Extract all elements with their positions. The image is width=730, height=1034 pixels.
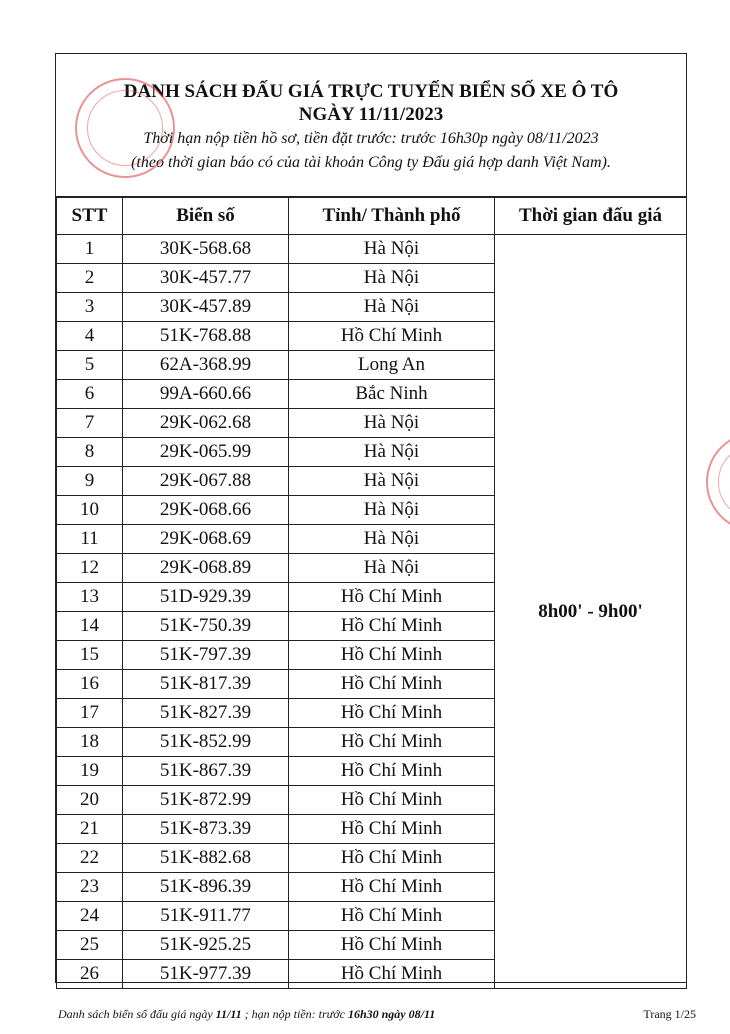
deadline-note: Thời hạn nộp tiền hồ sơ, tiền đặt trước: trước 16h30p ngày 08/11/2023 bbox=[143, 130, 599, 147]
province-cell: Hồ Chí Minh bbox=[289, 322, 495, 351]
company-seal-stamp bbox=[75, 78, 175, 178]
stt-cell: 20 bbox=[57, 786, 123, 815]
footer-note bbox=[58, 1007, 435, 1022]
stt-cell: 11 bbox=[57, 525, 123, 554]
province-cell: Hồ Chí Minh bbox=[289, 873, 495, 902]
province-cell: Hà Nội bbox=[289, 293, 495, 322]
plate-cell: 30K-457.77 bbox=[123, 264, 289, 293]
footer-mid: ; hạn nộp tiền: trước bbox=[241, 1007, 348, 1021]
province-cell: Hồ Chí Minh bbox=[289, 699, 495, 728]
plate-cell: 51K-911.77 bbox=[123, 902, 289, 931]
stt-cell: 22 bbox=[57, 844, 123, 873]
table-row bbox=[57, 235, 687, 264]
stt-cell: 18 bbox=[57, 728, 123, 757]
plate-cell: 51D-929.39 bbox=[123, 583, 289, 612]
stt-cell: 13 bbox=[57, 583, 123, 612]
stt-cell: 16 bbox=[57, 670, 123, 699]
province-cell: Hồ Chí Minh bbox=[289, 612, 495, 641]
plate-cell: 62A-368.99 bbox=[123, 351, 289, 380]
footer-prefix: Danh sách biển số đấu giá ngày bbox=[58, 1007, 216, 1021]
plate-cell: 51K-768.88 bbox=[123, 322, 289, 351]
footer-deadline: 16h30 ngày 08/11 bbox=[347, 1007, 436, 1021]
province-cell: Hồ Chí Minh bbox=[289, 728, 495, 757]
stt-cell: 12 bbox=[57, 554, 123, 583]
stt-cell: 7 bbox=[57, 409, 123, 438]
province-cell: Hồ Chí Minh bbox=[289, 815, 495, 844]
stt-cell: 19 bbox=[57, 757, 123, 786]
stt-cell: 9 bbox=[57, 467, 123, 496]
plate-cell: 29K-067.88 bbox=[123, 467, 289, 496]
province-cell: Hà Nội bbox=[289, 438, 495, 467]
plate-cell: 51K-750.39 bbox=[123, 612, 289, 641]
plate-cell: 29K-068.69 bbox=[123, 525, 289, 554]
stt-cell: 17 bbox=[57, 699, 123, 728]
province-cell: Hồ Chí Minh bbox=[289, 757, 495, 786]
plate-cell: 51K-852.99 bbox=[123, 728, 289, 757]
plate-cell: 30K-568.68 bbox=[123, 235, 289, 264]
stt-cell: 25 bbox=[57, 931, 123, 960]
plate-cell: 29K-062.68 bbox=[123, 409, 289, 438]
deadline-note-detail: (theo thời gian báo có của tài khoản Công ty Đấu giá hợp danh Việt Nam). bbox=[131, 154, 611, 171]
stt-cell: 8 bbox=[57, 438, 123, 467]
province-cell: Hồ Chí Minh bbox=[289, 641, 495, 670]
column-header-province: Tỉnh/ Thành phố bbox=[289, 198, 495, 235]
province-cell: Bắc Ninh bbox=[289, 380, 495, 409]
footer-date: 11/11 bbox=[215, 1007, 242, 1021]
province-cell: Hà Nội bbox=[289, 409, 495, 438]
plate-cell: 51K-872.99 bbox=[123, 786, 289, 815]
plate-cell: 29K-068.89 bbox=[123, 554, 289, 583]
plate-cell: 30K-457.89 bbox=[123, 293, 289, 322]
province-cell: Hồ Chí Minh bbox=[289, 931, 495, 960]
page-number: Trang 1/25 bbox=[643, 1007, 696, 1021]
province-cell: Hồ Chí Minh bbox=[289, 786, 495, 815]
plate-cell: 51K-827.39 bbox=[123, 699, 289, 728]
province-cell: Hà Nội bbox=[289, 467, 495, 496]
plate-cell: 29K-065.99 bbox=[123, 438, 289, 467]
stt-cell: 3 bbox=[57, 293, 123, 322]
plate-cell: 51K-882.68 bbox=[123, 844, 289, 873]
stt-cell: 4 bbox=[57, 322, 123, 351]
stt-cell: 1 bbox=[57, 235, 123, 264]
stt-cell: 10 bbox=[57, 496, 123, 525]
table-header-row bbox=[57, 198, 687, 235]
province-cell: Hà Nội bbox=[289, 264, 495, 293]
auction-time-cell: 8h00' - 9h00' bbox=[495, 235, 687, 989]
province-cell: Hồ Chí Minh bbox=[289, 902, 495, 931]
province-cell: Hồ Chí Minh bbox=[289, 844, 495, 873]
license-plate-table bbox=[56, 197, 687, 989]
title-line-2: NGÀY 11/11/2023 bbox=[298, 104, 444, 125]
stt-cell: 21 bbox=[57, 815, 123, 844]
stt-cell: 26 bbox=[57, 960, 123, 989]
plate-cell: 51K-925.25 bbox=[123, 931, 289, 960]
plate-cell: 51K-873.39 bbox=[123, 815, 289, 844]
province-cell: Hà Nội bbox=[289, 235, 495, 264]
column-header-auction-time: Thời gian đấu giá bbox=[495, 198, 687, 235]
province-cell: Hà Nội bbox=[289, 496, 495, 525]
column-header-stt: STT bbox=[57, 198, 123, 235]
stt-cell: 24 bbox=[57, 902, 123, 931]
plate-cell: 29K-068.66 bbox=[123, 496, 289, 525]
province-cell: Hà Nội bbox=[289, 554, 495, 583]
plate-cell: 51K-896.39 bbox=[123, 873, 289, 902]
stt-cell: 14 bbox=[57, 612, 123, 641]
stt-cell: 6 bbox=[57, 380, 123, 409]
province-cell: Long An bbox=[289, 351, 495, 380]
stt-cell: 2 bbox=[57, 264, 123, 293]
plate-cell: 51K-977.39 bbox=[123, 960, 289, 989]
stt-cell: 23 bbox=[57, 873, 123, 902]
province-cell: Hồ Chí Minh bbox=[289, 583, 495, 612]
province-cell: Hồ Chí Minh bbox=[289, 670, 495, 699]
title-line-1: DANH SÁCH ĐẤU GIÁ TRỰC TUYẾN BIỂN SỐ XE Ô TÔ bbox=[123, 81, 619, 102]
edge-seal-stamp bbox=[706, 432, 730, 532]
stt-cell: 5 bbox=[57, 351, 123, 380]
plate-cell: 99A-660.66 bbox=[123, 380, 289, 409]
document-frame bbox=[55, 53, 687, 983]
plate-cell: 51K-867.39 bbox=[123, 757, 289, 786]
plate-cell: 51K-817.39 bbox=[123, 670, 289, 699]
province-cell: Hà Nội bbox=[289, 525, 495, 554]
province-cell: Hồ Chí Minh bbox=[289, 960, 495, 989]
stt-cell: 15 bbox=[57, 641, 123, 670]
column-header-plate: Biển số bbox=[123, 198, 289, 235]
plate-cell: 51K-797.39 bbox=[123, 641, 289, 670]
